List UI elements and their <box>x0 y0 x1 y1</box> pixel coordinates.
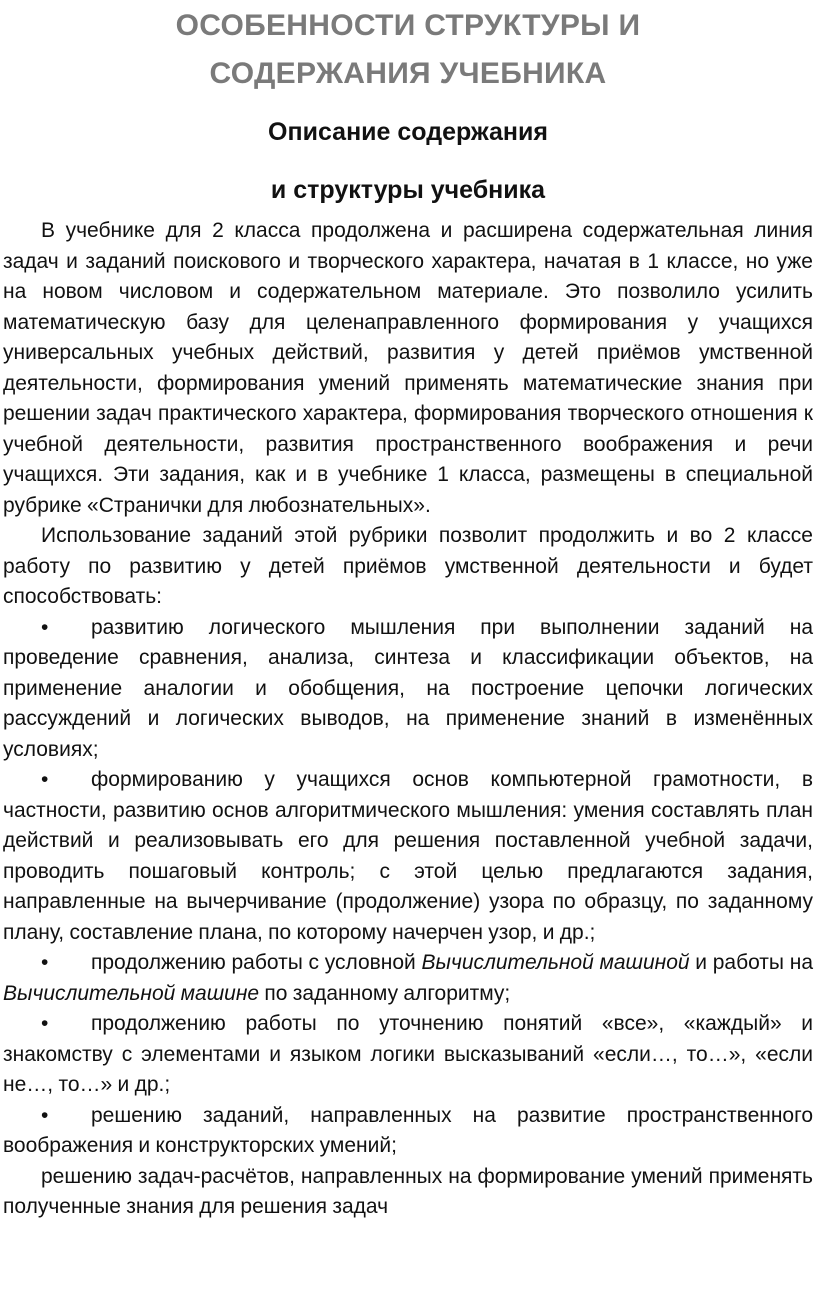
paragraph-rubric: Использование заданий этой рубрики позволит продолжить и во 2 классе работу по развитию у детей приёмов умственной деятельности и будет способствовать: <box>3 524 813 608</box>
list-item <box>3 1101 813 1162</box>
bullet-icon: • <box>41 1103 49 1127</box>
list-item-text: продолжению работы по уточнению понятий «все», «каждый» и знакомству с элементами и языком логики высказываний «если…, то…», «если не…, то…» и др.; <box>3 1012 813 1096</box>
document-page <box>0 2 816 1309</box>
title-line-1: ОСОБЕННОСТИ СТРУКТУРЫ И <box>175 9 641 42</box>
bullet-icon: • <box>41 1012 49 1035</box>
list-item <box>3 765 813 948</box>
bullet-icon: • <box>41 768 49 791</box>
title-line-2: СОДЕРЖАНИЯ УЧЕБНИКА <box>209 57 607 90</box>
italic-term: Вычислительной машиной <box>421 951 690 974</box>
list-item-text: развитию логического мышления при выполнении заданий на проведение сравнения, анализа, синтеза и классификации объектов, на применение аналогии и обобщения, на построение цепочки логических рассуждений и логических выводов, на применение знаний в изменённых условиях; <box>3 615 813 761</box>
list-item-text: по заданному алгоритму; <box>259 981 511 1005</box>
list-item <box>3 948 813 1009</box>
paragraph-closing: решению задач-расчётов, направленных на формирование умений применять полученные знания для решения задач <box>3 1164 813 1218</box>
list-item <box>3 613 813 766</box>
document-title <box>3 2 813 98</box>
document-body <box>3 216 813 1223</box>
list-item-text: решению заданий, направленных на развитие пространственного воображения и конструкторских умений; <box>3 1103 813 1157</box>
list-item-text: продолжению работы с условной <box>91 951 422 974</box>
subtitle-line-2: и структуры учебника <box>270 176 546 204</box>
subtitle-line-1: Описание содержания <box>268 118 548 146</box>
bullet-icon: • <box>41 615 49 639</box>
italic-term: Вычислительной машине <box>3 981 260 1005</box>
list-item-text: формированию у учащихся основ компьютерной грамотности, в частности, развитию основ алгоритмического мышления: умения составлять план действий и реализовывать его для решения поставленной учебной задачи, проводить пошаговый контроль; с этой целью предлагаются задания, направленные на вычерчивание (продолжение) узора по образцу, по заданному плану, составление плана, по которому начерчен узор, и др.; <box>3 768 813 944</box>
paragraph-intro: В учебнике для 2 класса продолжена и расширена содержательная линия задач и заданий поискового и творческого характера, начатая в 1 классе, но уже на новом числовом и содержательном материале. Это позволило усилить математическую базу для целенаправленного формирования у учащихся универсальных учебных действий, развития у детей приёмов умственной деятельности, формирования умений применять математические знания при решении задач практического характера, формирования творческого отношения к учебной деятельности, развития пространственного воображения и речи учащихся. Эти задания, как и в учебнике 1 класса, размещены в специальной рубрике «Странички для любознательных». <box>3 219 813 517</box>
list-item <box>3 1009 813 1101</box>
list-item-text: и работы на <box>689 951 813 974</box>
bullet-icon: • <box>41 951 49 974</box>
